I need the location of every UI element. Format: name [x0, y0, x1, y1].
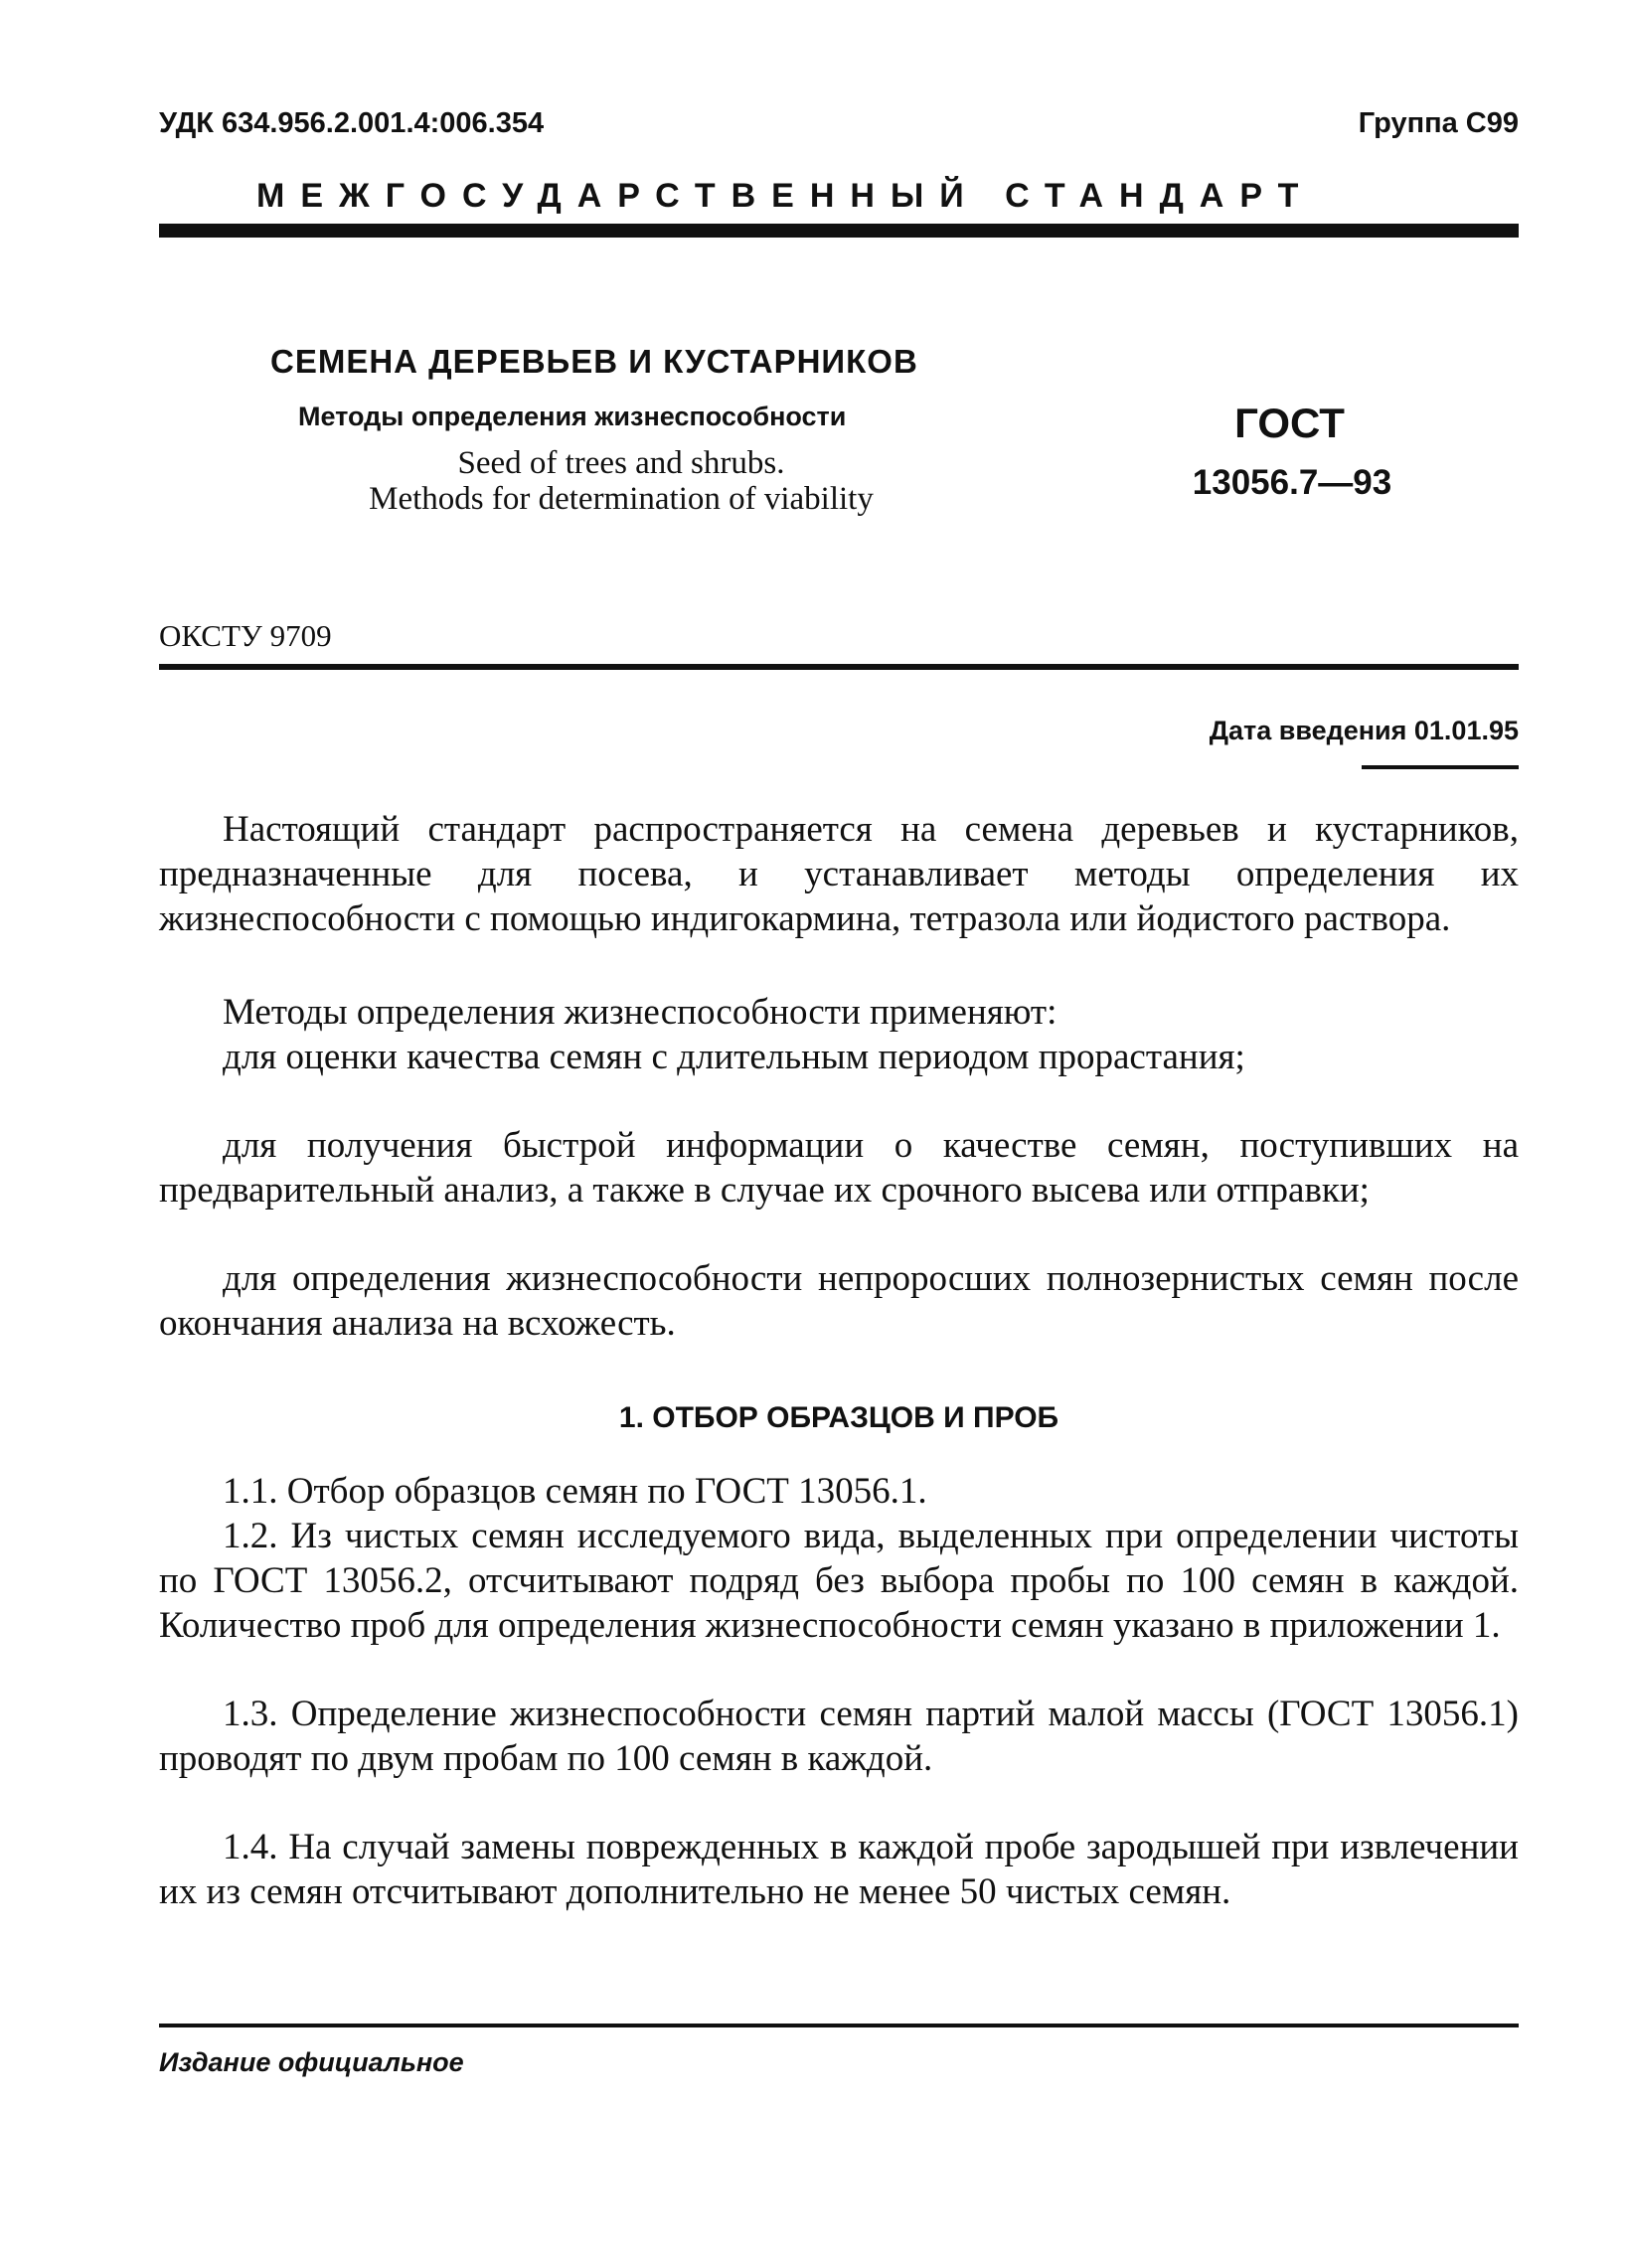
clause-1-1: 1.1. Отбор образцов семян по ГОСТ 13056.1. [223, 1471, 927, 1512]
middle-rule [159, 664, 1519, 670]
gost-label: ГОСТ [1234, 400, 1345, 446]
section-1-heading: 1. ОТБОР ОБРАЗЦОВ И ПРОБ [618, 1401, 1059, 1434]
english-title-line-2: Methods for determination of viability [369, 481, 874, 517]
udk-code: УДК 634.956.2.001.4:006.354 [159, 107, 545, 139]
methods-usage-lead: Методы определения жизнеспособности применяют: [223, 992, 1057, 1033]
introduction-date: Дата введения 01.01.95 [1209, 716, 1519, 745]
clause-1-4: 1.4. На случай замены поврежденных в каждой пробе зародышей при извлечении их из семян отсчитывают дополнительно не менее 50 чистых семян. [159, 1827, 1519, 1912]
intro-paragraph: Настоящий стандарт распространяется на семена деревьев и кустарников, предназначенные для посева, и устанавливает методы определения их жизнеспособности с помощью индигокармина, тетразола или йодистого раствора. [159, 809, 1519, 939]
document-subtitle: Методы определения жизнеспособности [298, 402, 847, 431]
clause-1-3: 1.3. Определение жизнеспособности семян партий малой массы (ГОСТ 13056.1) проводят по двум пробам по 100 семян в каждой. [159, 1694, 1519, 1779]
usage-item-non-germinated: для определения жизнеспособности непроросших полнозернистых семян после окончания анализа на всхожесть. [159, 1258, 1519, 1344]
date-underline [1362, 765, 1519, 769]
usage-item-long-germination: для оценки качества семян с длительным периодом прорастания; [223, 1037, 1245, 1077]
okstu-code: ОКСТУ 9709 [159, 618, 332, 653]
interstate-standard-heading: МЕЖГОСУДАРСТВЕННЫЙ СТАНДАРТ [256, 177, 1315, 215]
gost-number: 13056.7—93 [1192, 463, 1392, 502]
bottom-rule [159, 2024, 1519, 2027]
clause-1-2: 1.2. Из чистых семян исследуемого вида, выделенных при определении чистоты по ГОСТ 13056.2, отсчитывают подряд без выбора пробы по 100 семян в каждой. Количество проб для определения жизнеспособности семян указано в приложении 1. [159, 1516, 1519, 1646]
document-title: СЕМЕНА ДЕРЕВЬЕВ И КУСТАРНИКОВ [270, 343, 918, 380]
top-thick-rule [159, 224, 1519, 238]
english-title-line-1: Seed of trees and shrubs. [457, 445, 785, 481]
usage-item-quick-info: для получения быстрой информации о качестве семян, поступивших на предварительный анализ, а также в случае их срочного высева или отправки; [159, 1125, 1519, 1211]
group-code: Группа С99 [1358, 107, 1519, 139]
official-edition-note: Издание официальное [159, 2047, 464, 2077]
